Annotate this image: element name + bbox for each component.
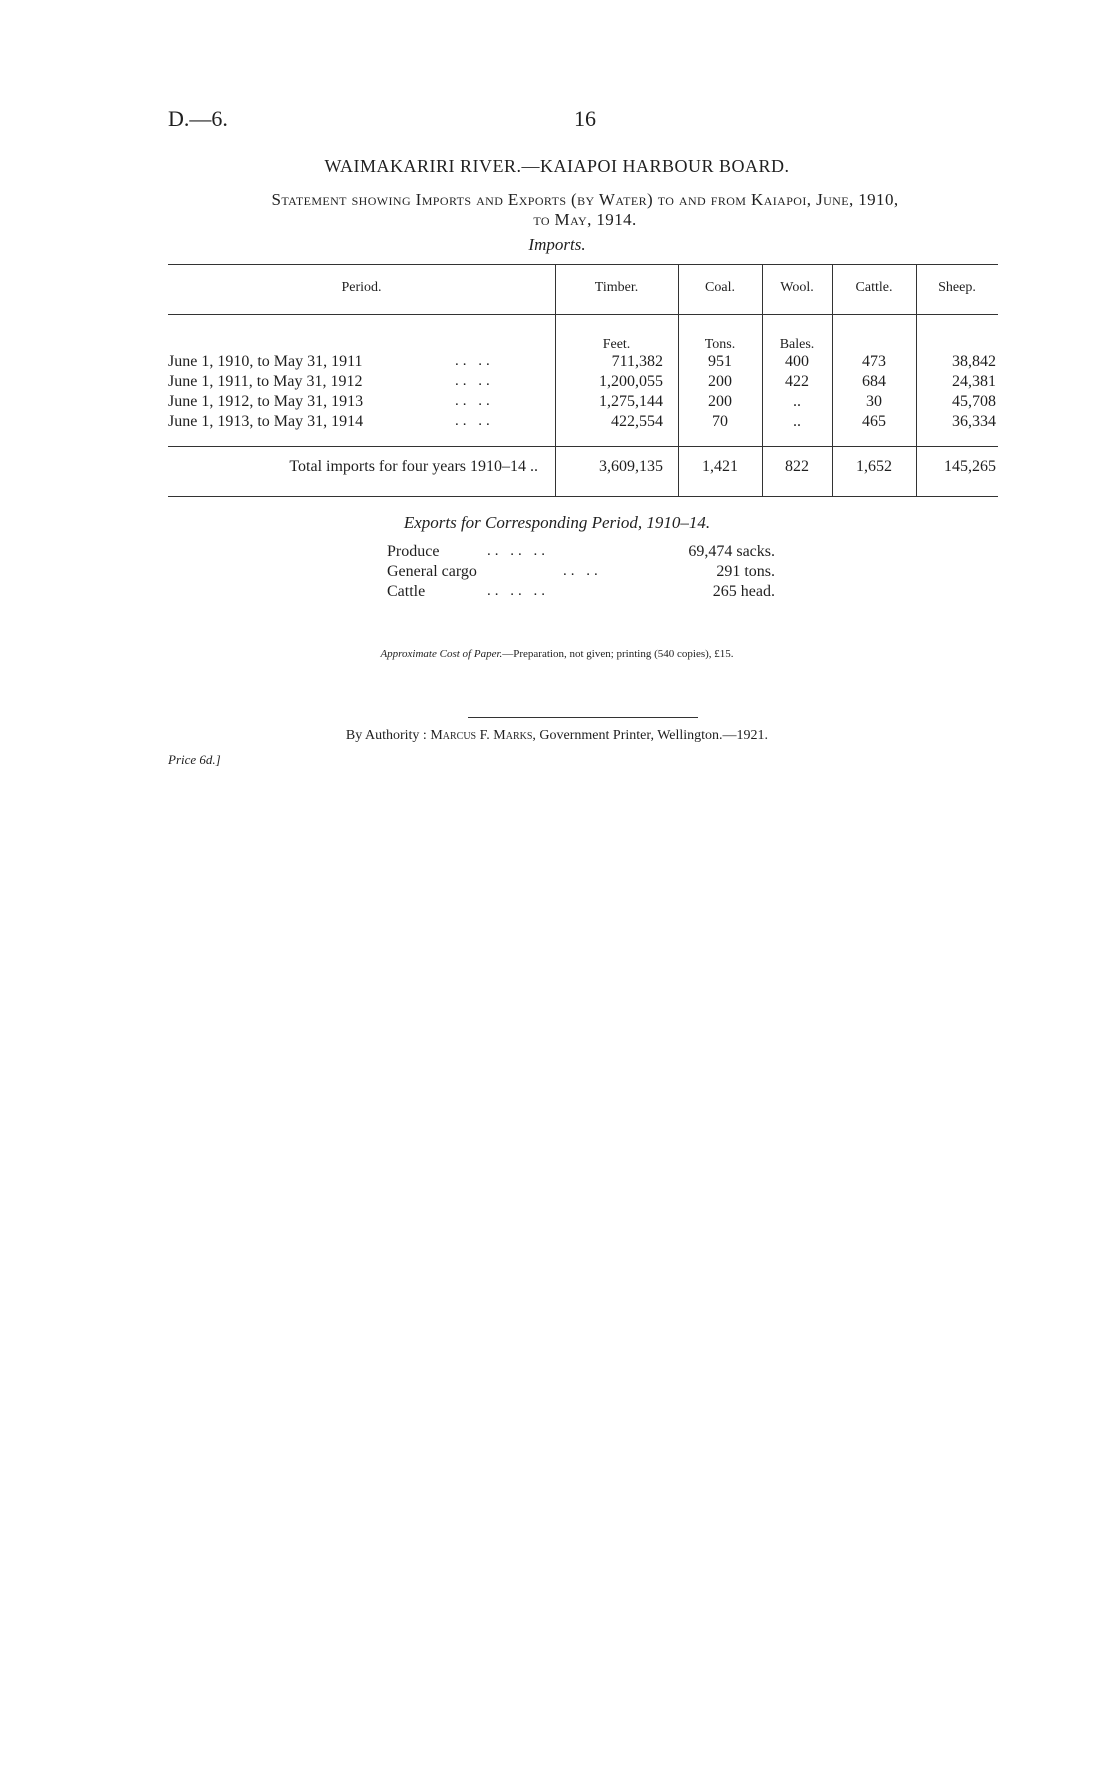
total-timber: 3,609,135 <box>599 458 663 475</box>
row-sheep: 36,334 <box>952 413 996 430</box>
row-wool: .. <box>793 393 801 410</box>
page-number: 16 <box>574 106 596 131</box>
row-wool: .. <box>793 413 801 430</box>
row-coal: 951 <box>708 353 732 370</box>
printer-name: Marcus F. Marks, <box>430 728 536 743</box>
row-timber: 1,275,144 <box>599 393 663 410</box>
row-timber: 422,554 <box>611 413 663 430</box>
header-wool: Wool. <box>780 280 814 295</box>
unit-tons: Tons. <box>704 337 736 352</box>
row-coal: 200 <box>708 393 732 410</box>
subtitle-line-1: Statement showing Imports and Exports (by Water) to and from Kaiapoi, June, 1910, <box>271 190 899 209</box>
printer-imprint <box>0 728 1114 744</box>
imports-heading: Imports. <box>528 235 586 254</box>
export-value: 291 tons. <box>716 563 775 580</box>
leader-dots: .. .. <box>563 563 602 579</box>
export-label: General cargo <box>387 563 477 580</box>
authority-suffix: Government Printer, Wellington.—1921. <box>539 728 769 743</box>
row-timber: 711,382 <box>611 353 663 370</box>
cost-note <box>0 648 1114 660</box>
document-reference: D.—6. <box>168 106 228 131</box>
leader-dots: .. .. .. <box>487 583 549 599</box>
subtitle-line-2: to May, 1914. <box>533 210 637 229</box>
total-top-rule <box>168 446 998 447</box>
row-cattle: 473 <box>862 353 886 370</box>
leader-dots: .. .. <box>455 413 494 429</box>
total-cattle: 1,652 <box>856 458 892 475</box>
document-title: WAIMAKARIRI RIVER.—KAIAPOI HARBOUR BOARD. <box>324 156 790 176</box>
row-period: June 1, 1911, to May 31, 1912 <box>168 373 363 390</box>
price-note: Price 6d.] <box>168 752 221 767</box>
row-cattle: 30 <box>866 393 882 410</box>
row-coal: 200 <box>708 373 732 390</box>
exports-heading: Exports for Corresponding Period, 1910–14. <box>403 513 711 532</box>
row-sheep: 38,842 <box>952 353 996 370</box>
row-sheep: 24,381 <box>952 373 996 390</box>
table-top-rule <box>168 264 998 265</box>
leader-dots: .. .. <box>455 373 494 389</box>
cost-label: Approximate Cost of Paper. <box>380 648 503 660</box>
row-cattle: 465 <box>862 413 886 430</box>
leader-dots: .. .. <box>455 353 494 369</box>
row-timber: 1,200,055 <box>599 373 663 390</box>
cost-text: —Preparation, not given; printing (540 copies), £15. <box>502 648 734 660</box>
table-bottom-rule <box>168 496 998 497</box>
statement-subtitle <box>150 190 1020 230</box>
leader-dots: .. .. .. <box>487 543 549 559</box>
header-cattle: Cattle. <box>855 280 893 295</box>
unit-bales: Bales. <box>779 337 815 352</box>
row-period: June 1, 1912, to May 31, 1913 <box>168 393 364 410</box>
footer-rule <box>468 717 698 718</box>
total-sheep: 145,265 <box>944 458 996 475</box>
header-bottom-rule <box>168 314 998 315</box>
header-coal: Coal. <box>705 280 735 295</box>
total-label: Total imports for four years 1910–14 .. <box>289 458 538 475</box>
row-period: June 1, 1910, to May 31, 1911 <box>168 353 363 370</box>
row-period: June 1, 1913, to May 31, 1914 <box>168 413 364 430</box>
row-wool: 422 <box>785 373 809 390</box>
header-period: Period. <box>341 280 382 295</box>
leader-dots: .. .. <box>455 393 494 409</box>
authority-prefix: By Authority : <box>345 728 427 743</box>
total-wool: 822 <box>785 458 809 475</box>
row-cattle: 684 <box>862 373 886 390</box>
export-value: 265 head. <box>712 583 775 600</box>
export-label: Produce <box>387 543 440 560</box>
row-wool: 400 <box>785 353 809 370</box>
total-coal: 1,421 <box>702 458 738 475</box>
export-label: Cattle <box>387 583 426 600</box>
unit-feet: Feet. <box>602 337 631 352</box>
row-coal: 70 <box>712 413 728 430</box>
row-sheep: 45,708 <box>952 393 996 410</box>
export-value: 69,474 sacks. <box>688 543 775 560</box>
header-sheep: Sheep. <box>938 280 976 295</box>
header-timber: Timber. <box>594 280 639 295</box>
